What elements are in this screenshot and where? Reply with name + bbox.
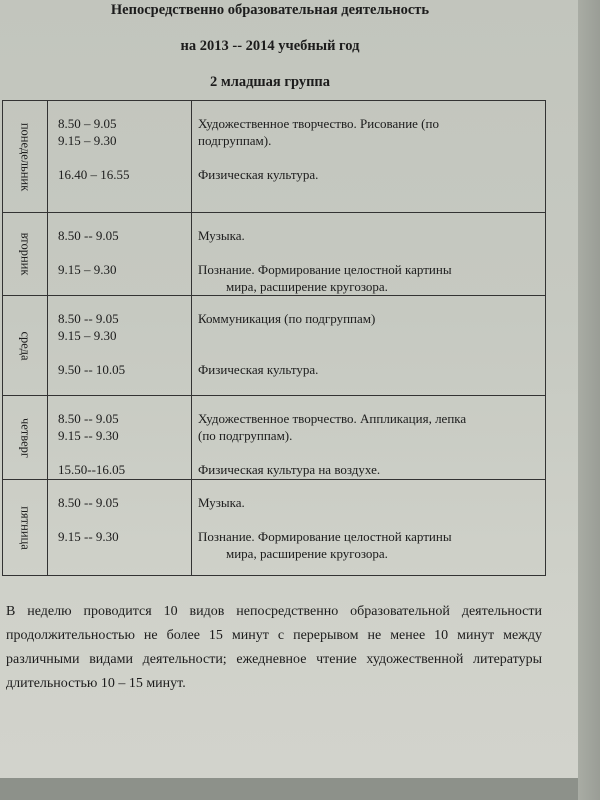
activity-cell <box>192 213 546 296</box>
schedule-row <box>3 213 546 296</box>
day-cell <box>3 213 48 296</box>
document-title: Непосредственно образовательная деятельность <box>110 2 430 18</box>
schedule-row <box>3 101 546 213</box>
time-slot <box>58 244 191 261</box>
academic-year: на 2013 -- 2014 учебный год <box>180 38 360 54</box>
time-slot: 9.50 -- 10.05 <box>58 362 126 377</box>
activity-text <box>198 149 541 166</box>
day-cell <box>3 396 48 480</box>
activity-text: мира, расширение кругозора. <box>226 279 388 294</box>
activity-text: Познание. Формирование целостной картины <box>198 262 452 277</box>
activity-text <box>198 344 541 361</box>
activity-text: Коммуникация (по подгруппам) <box>198 311 376 326</box>
activity-text <box>198 327 541 344</box>
time-slot <box>58 511 191 528</box>
day-cell <box>3 480 48 576</box>
time-slot: 8.50 -- 9.05 <box>58 495 119 510</box>
time-slot <box>58 344 191 361</box>
day-cell <box>3 296 48 396</box>
time-cell <box>48 296 192 396</box>
time-cell <box>48 101 192 213</box>
time-cell <box>48 480 192 576</box>
time-slot: 9.15 – 9.30 <box>58 328 117 343</box>
time-slot <box>58 278 191 295</box>
activity-text: Физическая культура. <box>198 167 319 182</box>
time-slot: 9.15 – 9.30 <box>58 262 117 277</box>
time-slot: 9.15 – 9.30 <box>58 133 117 148</box>
time-cell <box>48 396 192 480</box>
day-cell <box>3 101 48 213</box>
activity-text: Музыка. <box>198 228 245 243</box>
time-slot <box>58 545 191 562</box>
activity-text <box>198 244 541 261</box>
activity-cell <box>192 296 546 396</box>
activity-cell <box>192 101 546 213</box>
schedule-table <box>2 100 546 576</box>
time-cell <box>48 213 192 296</box>
activity-text: (по подгруппам). <box>198 428 293 443</box>
schedule-row <box>3 396 546 480</box>
time-slot <box>58 444 191 461</box>
activity-text: подгруппам). <box>198 133 272 148</box>
time-slot: 15.50--16.05 <box>58 462 126 477</box>
activity-text: Музыка. <box>198 495 245 510</box>
schedule-row <box>3 480 546 576</box>
group-name: 2 младшая группа <box>209 74 331 90</box>
day-label: четверг <box>18 417 33 458</box>
day-label: вторник <box>18 232 33 276</box>
time-slot: 9.15 -- 9.30 <box>58 529 119 544</box>
day-label: среда <box>18 330 33 361</box>
footer-note: В неделю проводится 10 видов непосредственно образовательной деятельности продолжительностью не более 15 минут с перерывом не менее 10 минут между различными видами деятельности; ежедневное чтение художественной литературы длительностью 10 – 15 минут. <box>6 604 542 691</box>
activity-text <box>198 511 541 528</box>
activity-cell <box>192 480 546 576</box>
activity-text: Художественное творчество. Рисование (по <box>198 116 439 131</box>
day-label: понедельник <box>18 122 33 191</box>
time-slot <box>58 149 191 166</box>
time-slot: 8.50 -- 9.05 <box>58 228 119 243</box>
activity-text: мира, расширение кругозора. <box>226 546 388 561</box>
time-slot: 9.15 -- 9.30 <box>58 428 119 443</box>
activity-text: Физическая культура на воздухе. <box>198 462 381 477</box>
time-slot: 16.40 – 16.55 <box>58 167 130 182</box>
activity-text: Художественное творчество. Аппликация, лепка <box>198 411 467 426</box>
schedule-row <box>3 296 546 396</box>
day-label: пятница <box>18 505 33 550</box>
activity-text <box>198 444 541 461</box>
activity-text: Познание. Формирование целостной картины <box>198 529 452 544</box>
activity-text: Физическая культура. <box>198 362 319 377</box>
time-slot: 8.50 -- 9.05 <box>58 411 119 426</box>
time-slot: 8.50 – 9.05 <box>58 116 117 131</box>
time-slot: 8.50 -- 9.05 <box>58 311 119 326</box>
activity-cell <box>192 396 546 480</box>
